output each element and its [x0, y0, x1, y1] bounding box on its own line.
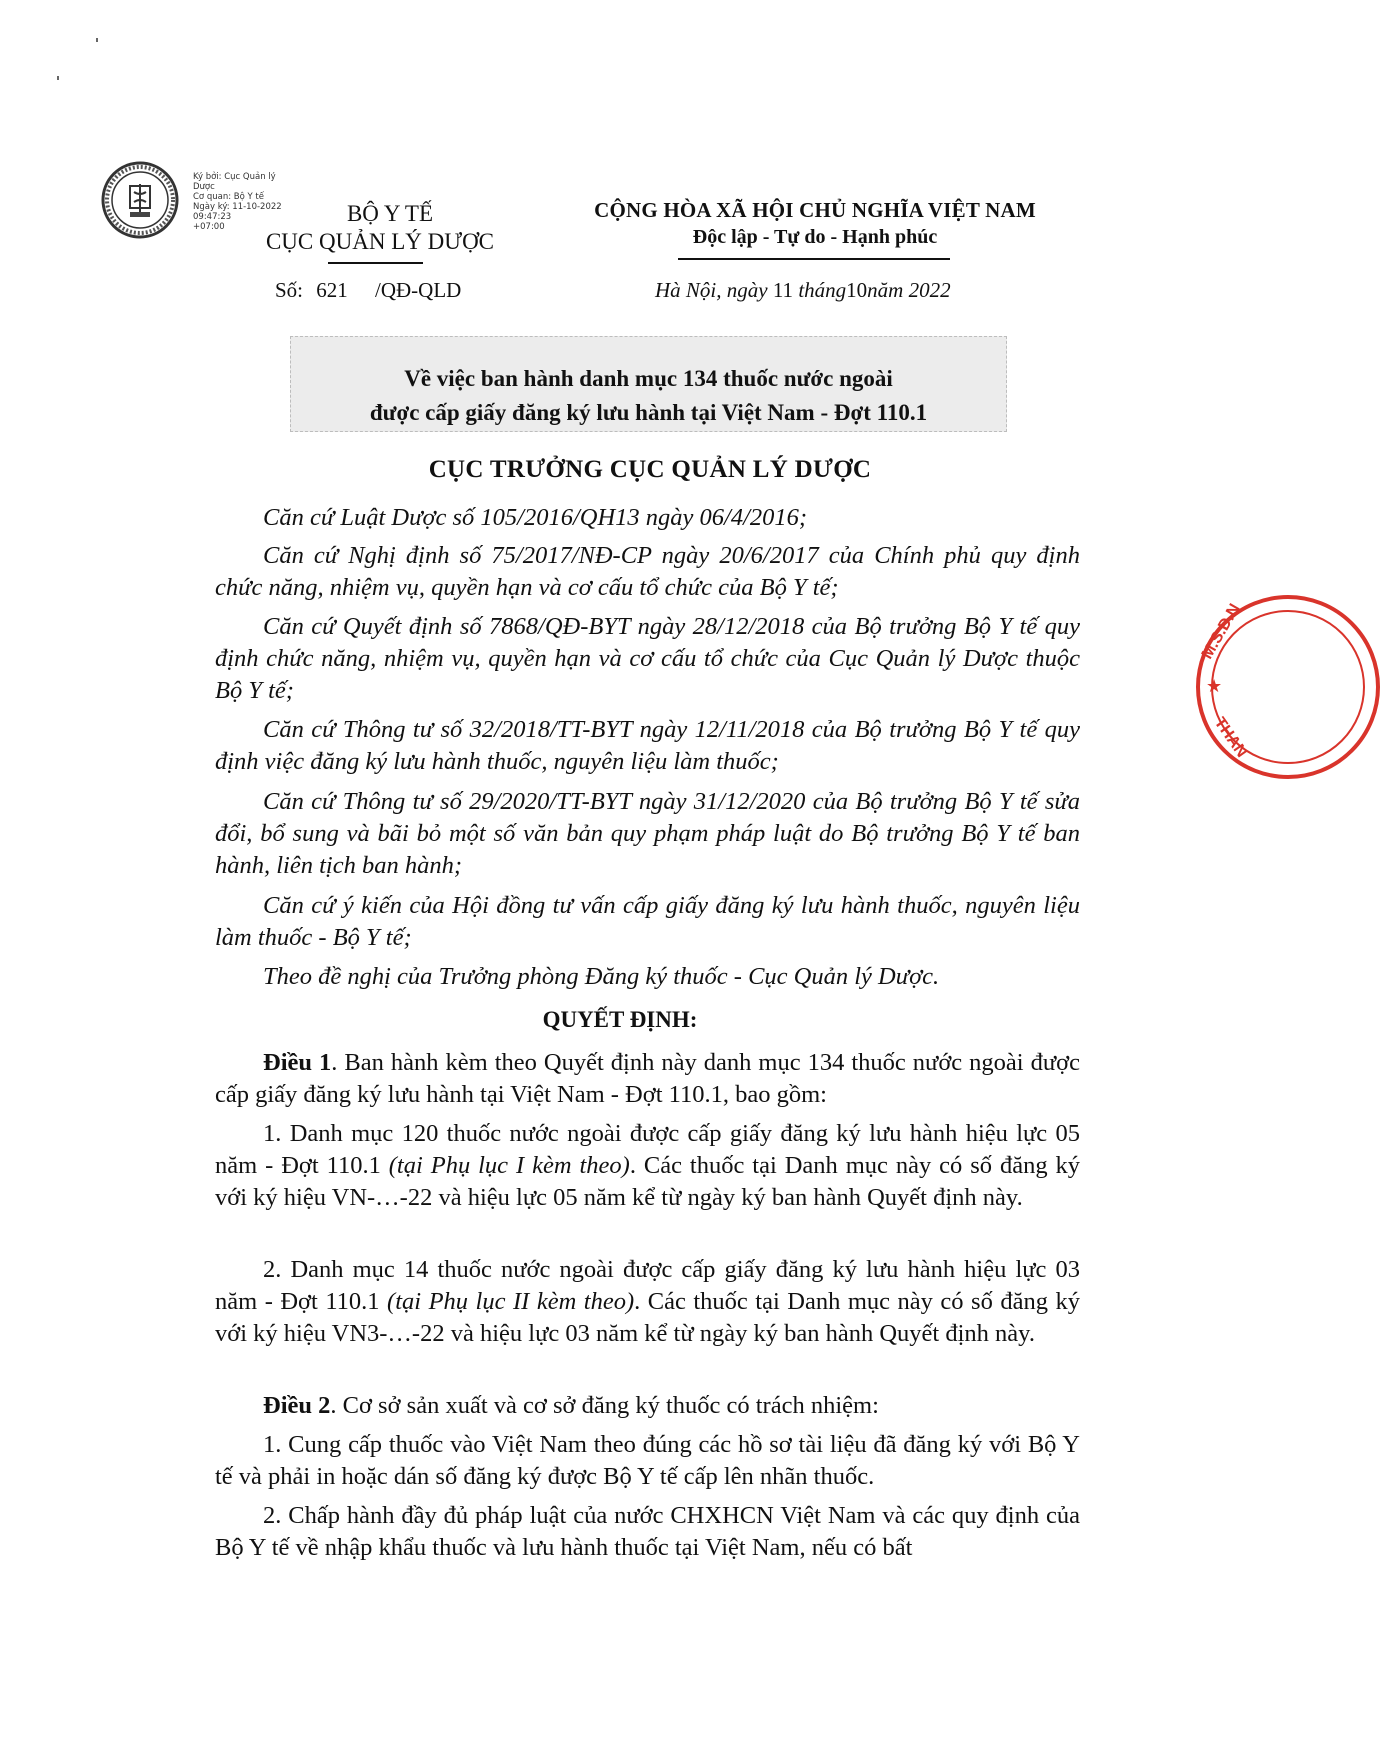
digital-signature: [193, 172, 283, 232]
article-1-text: . Ban hành kèm theo Quyết định này danh mục 134 thuốc nước ngoài được cấp giấy đăng ký lưu hành tại Việt Nam - Đợt 110.1, bao gồm:: [215, 1049, 1080, 1108]
title-line-2: được cấp giấy đăng ký lưu hành tại Việt Nam - Đợt 110.1: [369, 400, 928, 425]
article-2: [215, 1390, 1080, 1422]
article-1-item-2-text: 2. Danh mục 14 thuốc nước ngoài được cấp giấy đăng ký lưu hành hiệu lực 03 năm - Đợt 110.1: [215, 1256, 1080, 1315]
signature-agency: Cơ quan: Bộ Y tế: [193, 192, 264, 202]
article-2-label: Điều 2: [263, 1392, 331, 1419]
article-1-item-1-text: 1. Danh mục 120 thuốc nước ngoài được cấp giấy đăng ký lưu hành hiệu lực 05 năm - Đợt 110.1: [215, 1120, 1080, 1179]
basis-proposal: Theo đề nghị của Trưởng phòng Đăng ký thuốc - Cục Quản lý Dược.: [263, 963, 940, 990]
basis-council: Căn cứ ý kiến của Hội đồng tư vấn cấp giấy đăng ký lưu hành thuốc, nguyên liệu làm thuốc - Bộ Y tế;: [215, 892, 1080, 951]
decision-heading: QUYẾT ĐỊNH:: [542, 1007, 698, 1032]
article-1-item-2: [215, 1254, 1080, 1350]
basis-decree: Căn cứ Nghị định số 75/2017/NĐ-CP ngày 20/6/2017 của Chính phủ quy định chức năng, nhiệm vụ, quyền hạn và cơ cấu tổ chức của Bộ Y tế;: [215, 542, 1080, 601]
date-day: 11: [772, 278, 794, 302]
appendix-1-ref: (tại Phụ lục I kèm theo): [388, 1152, 630, 1179]
number-code: /QĐ-QLD: [375, 278, 462, 302]
number-label: Số:: [275, 278, 304, 302]
stamp-text-top: M.S.D.N: [1198, 601, 1244, 662]
article-1-item-1: [215, 1118, 1080, 1214]
date-year: năm 2022: [867, 278, 951, 302]
document-date: [655, 278, 995, 303]
department-underline: [328, 262, 423, 264]
stamp-text-bottom: THAN: [1210, 714, 1251, 761]
number-value: 621: [316, 278, 348, 302]
stamp-star-icon: ★: [1206, 676, 1223, 696]
article-1-item-1-rest: . Các thuốc tại Danh mục này có số đăng ký với ký hiệu VN-…-22 và hiệu lực 05 năm kể từ ngày ký ban hành Quyết định này.: [215, 1152, 1081, 1211]
scan-mark: [57, 76, 59, 80]
basis-circular-29: Căn cứ Thông tư số 29/2020/TT-BYT ngày 31/12/2020 của Bộ trưởng Bộ Y tế sửa đổi, bổ sung và bãi bỏ một số văn bản quy phạm pháp luật do Bộ trưởng Bộ Y tế ban hành, liên tịch ban hành;: [215, 788, 1080, 879]
basis-decision: Căn cứ Quyết định số 7868/QĐ-BYT ngày 28/12/2018 của Bộ trưởng Bộ Y tế quy định chức năng, nhiệm vụ, quyền hạn và cơ cấu tổ chức của Cục Quản lý Dược thuộc Bộ Y tế;: [215, 613, 1080, 704]
department-name: CỤC QUẢN LÝ DƯỢC: [265, 229, 495, 254]
date-month: 10: [846, 278, 868, 302]
document-number: [275, 278, 505, 303]
article-1-item-2-rest: . Các thuốc tại Danh mục này có số đăng ký với ký hiệu VN3-…-22 và hiệu lực 03 năm kể từ ngày ký ban hành Quyết định này.: [215, 1288, 1080, 1347]
appendix-2-ref: (tại Phụ lục II kèm theo): [387, 1288, 635, 1315]
motto-underline: [678, 258, 950, 260]
scan-mark: [96, 38, 98, 42]
date-prefix: Hà Nội, ngày: [655, 278, 768, 302]
nation-name: CỘNG HÒA XÃ HỘI CHỦ NGHĨA VIỆT NAM: [594, 198, 1036, 222]
basis-law: Căn cứ Luật Dược số 105/2016/QH13 ngày 06/4/2016;: [263, 504, 808, 531]
nation-motto: Độc lập - Tự do - Hạnh phúc: [692, 226, 938, 248]
article-1: [215, 1047, 1080, 1111]
authority-title: CỤC TRƯỞNG CỤC QUẢN LÝ DƯỢC: [428, 456, 872, 483]
ministry-seal: [100, 160, 180, 240]
company-stamp: [1188, 592, 1251, 782]
title-line-1: Về việc ban hành danh mục 134 thuốc nước ngoài: [404, 366, 893, 391]
article-2-text: . Cơ sở sản xuất và cơ sở đăng ký thuốc có trách nhiệm:: [330, 1392, 879, 1419]
basis-circular-32: Căn cứ Thông tư số 32/2018/TT-BYT ngày 12/11/2018 của Bộ trưởng Bộ Y tế quy định việc đăng ký lưu hành thuốc, nguyên liệu làm thuốc;: [215, 716, 1080, 775]
date-month-label: tháng: [798, 278, 847, 302]
article-2-item-2: 2. Chấp hành đầy đủ pháp luật của nước CHXHCN Việt Nam và các quy định của Bộ Y tế về nhập khẩu thuốc và lưu hành thuốc tại Việt Nam, nếu có bất: [215, 1502, 1080, 1561]
title-box: [290, 336, 1007, 432]
ministry-name: BỘ Y TẾ: [346, 201, 434, 226]
article-2-item-1: 1. Cung cấp thuốc vào Việt Nam theo đúng các hồ sơ tài liệu đã đăng ký với Bộ Y tế và phải in hoặc dán số đăng ký được Bộ Y tế cấp lên nhãn thuốc.: [215, 1431, 1080, 1490]
signature-date: Ngày ký: 11-10-2022 09:47:23: [193, 202, 282, 222]
signature-signed-by: Ký bởi: Cục Quản lý Dược: [193, 172, 276, 192]
signature-timezone: +07:00: [193, 222, 225, 232]
article-1-label: Điều 1: [263, 1049, 332, 1076]
